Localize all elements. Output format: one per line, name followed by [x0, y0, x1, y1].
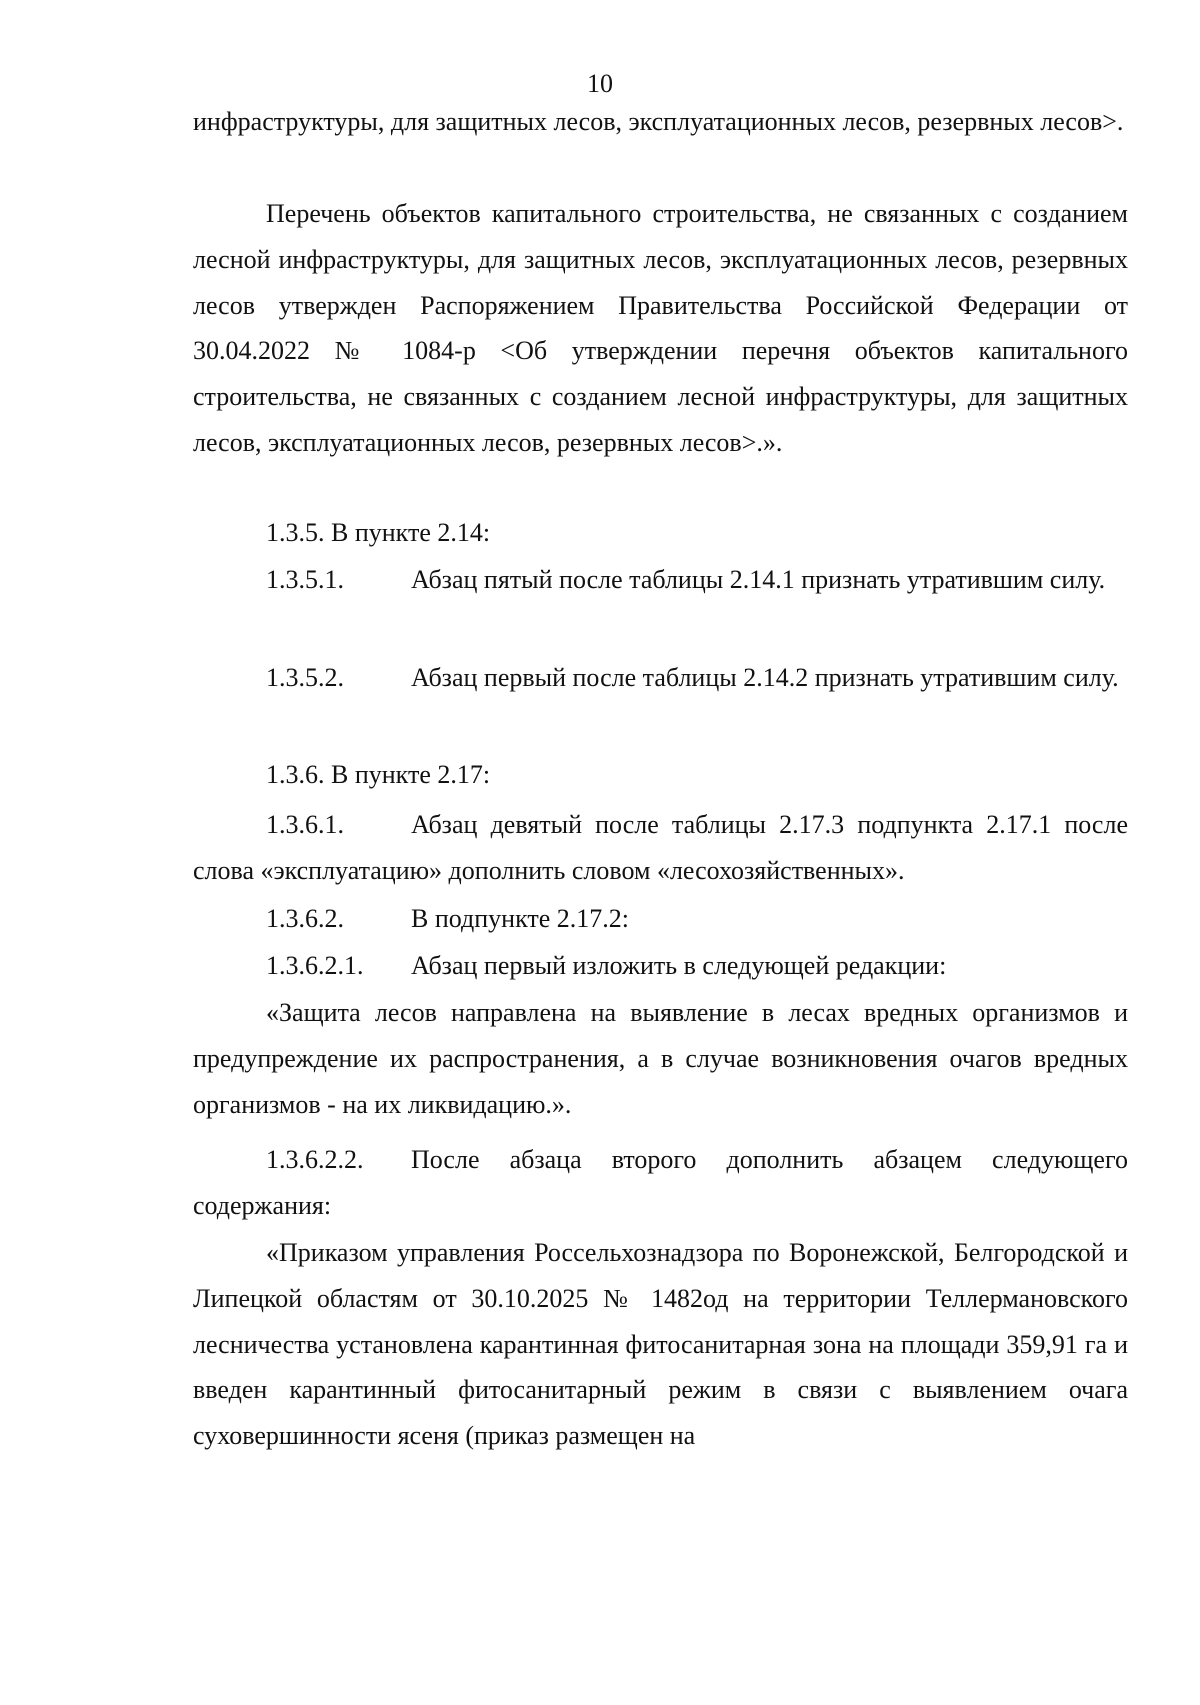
paragraph-capital-construction-list: Перечень объектов капитального строительства, не связанных с созданием лесной инфраструктуры, для защитных лесов, эксплуатационных лесов, резервных лесов утвержден Распоряжением Правительства Российской Федерации от 30.04.2022 № 1084-р <Об утверждении перечня объектов капитального строительства, не связанных с созданием лесной инфраструктуры, для защитных лесов, эксплуатационных лесов, резервных лесов>.».	[193, 199, 1128, 457]
list-item-1-3-6-1	[193, 802, 1128, 894]
paragraph-forest-protection-quote: «Защита лесов направлена на выявление в лесах вредных организмов и предупреждение их распространения, а в случае возникновения очагов вредных организмов - на их ликвидацию.».	[193, 998, 1128, 1119]
item-text: Абзац первый после таблицы 2.14.2 признать утратившим силу.	[411, 663, 1119, 692]
item-number: 1.3.5.1.	[266, 565, 344, 594]
item-text: В подпункте 2.17.2:	[411, 904, 629, 933]
item-text: Абзац пятый после таблицы 2.14.1 признать утратившим силу.	[411, 565, 1106, 594]
list-item-1-3-5-2	[193, 655, 1128, 701]
list-item-1-3-6-2	[193, 896, 1128, 942]
list-item-1-3-6-2-2	[193, 1137, 1128, 1229]
page-number: 10	[587, 69, 613, 98]
list-item-1-3-5-1	[193, 557, 1128, 603]
item-number: 1.3.6.2.2.	[266, 1145, 364, 1174]
item-number: 1.3.6.2.	[266, 904, 344, 933]
paragraph-item-1-3-6: 1.3.6. В пункте 2.17:	[266, 760, 491, 789]
list-item-1-3-6-2-1	[193, 943, 1128, 989]
paragraph-item-1-3-5: 1.3.5. В пункте 2.14:	[266, 518, 491, 547]
paragraph-continuation: инфраструктуры, для защитных лесов, эксплуатационных лесов, резервных лесов>.	[193, 107, 1124, 136]
paragraph-quarantine-order-quote: «Приказом управления Россельхознадзора по Воронежской, Белгородской и Липецкой областям от 30.10.2025 № 1482од на территории Теллермановского лесничества установлена карантинная фитосанитарная зона на площади 359,91 га и введен карантинный фитосанитарный режим в связи с выявлением очага суховершинности ясеня (приказ размещен на	[193, 1238, 1128, 1451]
item-text: Абзац девятый после таблицы 2.17.3 подпункта 2.17.1 после слова «эксплуатацию» дополнить словом «лесохозяйственных».	[193, 810, 1128, 885]
item-number: 1.3.6.2.1.	[266, 951, 364, 980]
item-text: После абзаца второго дополнить абзацем следующего содержания:	[193, 1145, 1128, 1220]
item-text: Абзац первый изложить в следующей редакции:	[411, 951, 947, 980]
item-number: 1.3.6.1.	[266, 810, 344, 839]
item-number: 1.3.5.2.	[266, 663, 344, 692]
